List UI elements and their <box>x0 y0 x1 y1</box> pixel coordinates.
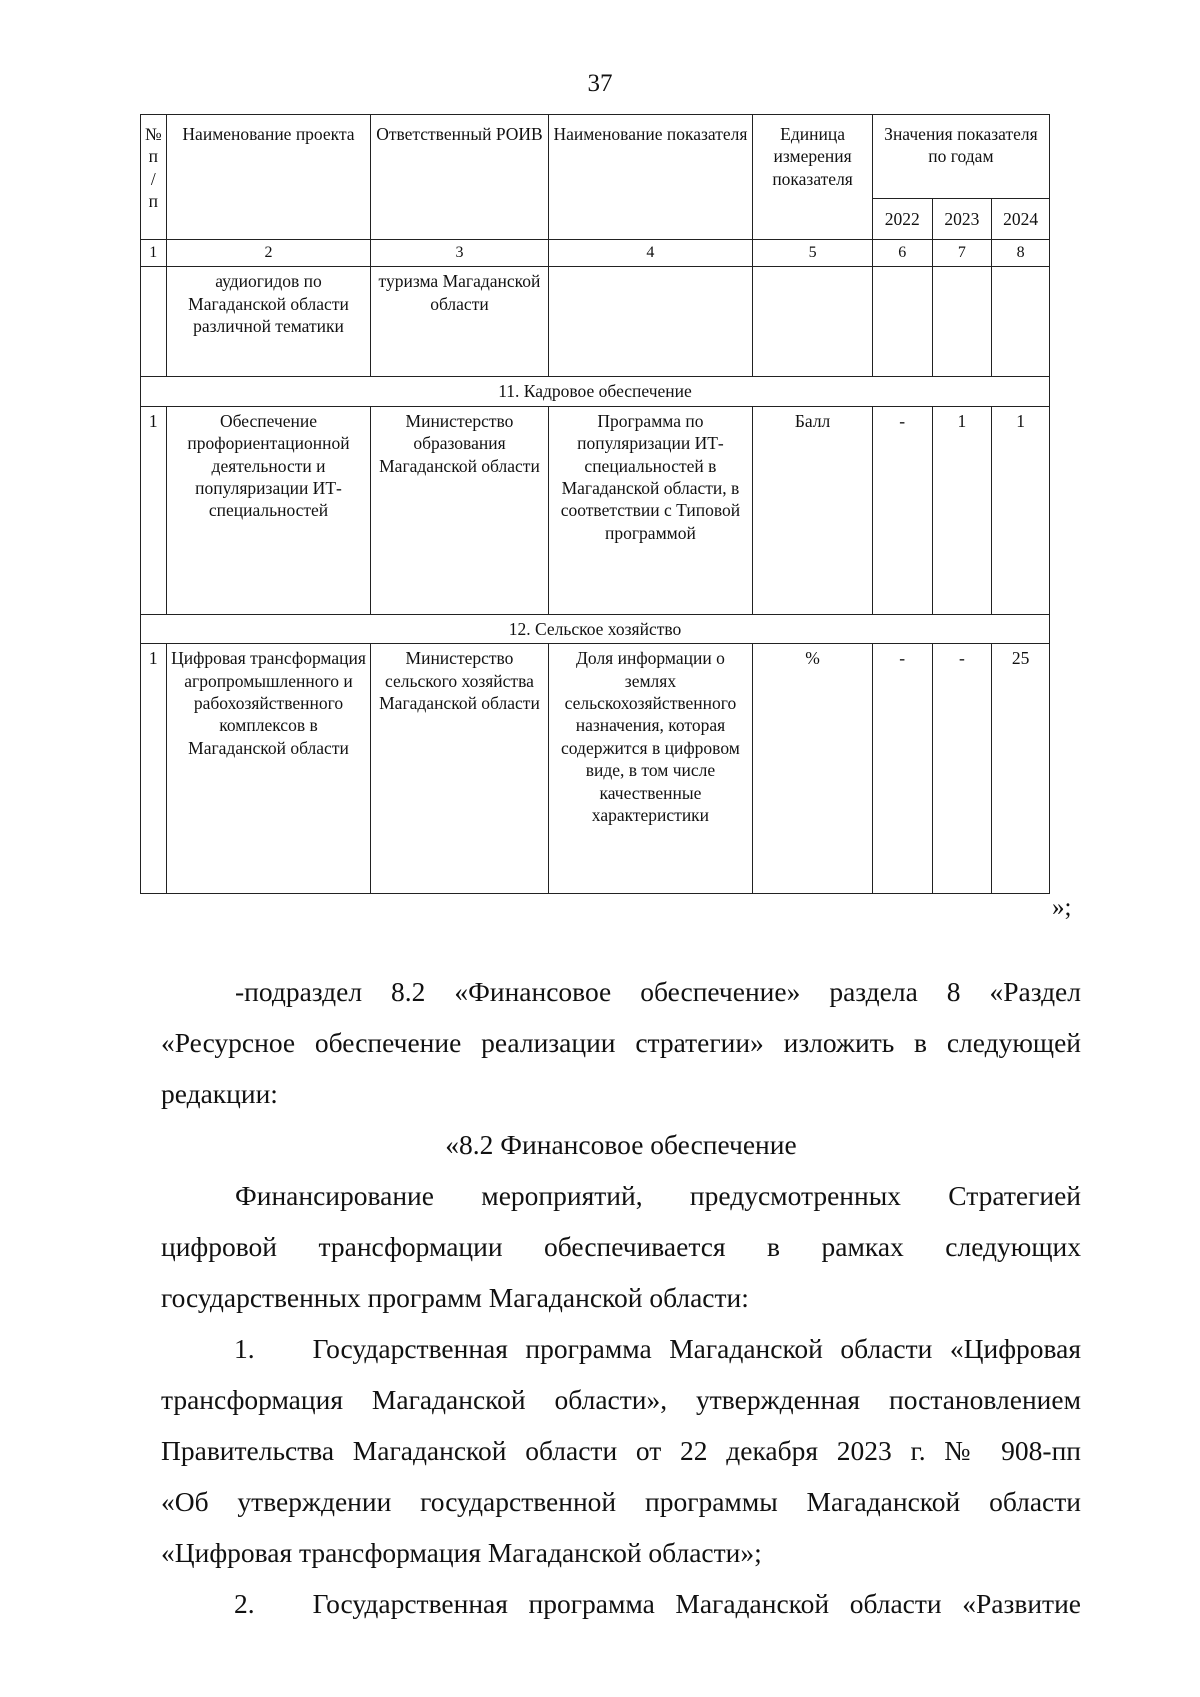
paragraph-line: государственных программ Магаданской области: <box>161 1282 749 1313</box>
header-project: Наименование проекта <box>166 115 371 240</box>
header-row <box>141 115 1050 199</box>
cell-roiv: Министерство образования Магаданской области <box>371 406 548 614</box>
cell-num <box>141 267 167 377</box>
year-2022: 2022 <box>872 199 932 240</box>
list-item-number: 1. <box>234 1333 255 1364</box>
cell-indicator: Доля информации о землях сельскохозяйственного назначения, которая содержится в цифровом виде, в том числе качественные характеристики <box>548 644 753 894</box>
year-2023: 2023 <box>932 199 992 240</box>
cell-2023: 1 <box>932 406 992 614</box>
page-number: 37 <box>587 70 613 97</box>
col-number: 5 <box>753 240 872 267</box>
cell-unit: Балл <box>753 406 872 614</box>
list-item-text: Государственная программа Магаданской области «Развитие <box>312 1588 1081 1619</box>
section-heading: «8.2 Финансовое обеспечение <box>445 1129 797 1160</box>
col-number: 4 <box>548 240 753 267</box>
list-item-line: «Цифровая трансформация Магаданской области»; <box>161 1537 762 1568</box>
header-indicator: Наименование показателя <box>548 115 753 240</box>
cell-indicator: Программа по популяризации ИТ-специальностей в Магаданской области, в соответствии с Типовой программой <box>548 406 753 614</box>
col-number: 7 <box>932 240 992 267</box>
paragraph-line: -подраздел 8.2 «Финансовое обеспечение» раздела 8 «Раздел <box>235 976 1081 1007</box>
cell-num: 1 <box>141 406 167 614</box>
section-title-row <box>141 614 1050 643</box>
table-row <box>141 406 1050 614</box>
header-unit: Единица измерения показателя <box>753 115 872 240</box>
closing-quote-mark: »; <box>1052 894 1072 921</box>
list-item-text: Государственная программа Магаданской области «Цифровая <box>312 1333 1081 1364</box>
col-number: 6 <box>872 240 932 267</box>
header-num-line: п <box>148 146 158 167</box>
list-item-line: Правительства Магаданской области от 22 декабря 2023 г. № 908-пп <box>161 1435 1081 1466</box>
table-row <box>141 644 1050 894</box>
paragraph-line: редакции: <box>161 1078 278 1109</box>
header-num <box>141 115 167 240</box>
paragraph-line: Финансирование мероприятий, предусмотренных Стратегией <box>235 1180 1081 1211</box>
year-2024: 2024 <box>992 199 1050 240</box>
cell-2024 <box>992 267 1050 377</box>
continuation-row <box>141 267 1050 377</box>
cell-unit <box>753 267 872 377</box>
section-title-row <box>141 377 1050 406</box>
col-number: 8 <box>992 240 1050 267</box>
cell-unit: % <box>753 644 872 894</box>
list-item-line: трансформация Магаданской области», утвержденная постановлением <box>161 1384 1081 1415</box>
section-title: 11. Кадровое обеспечение <box>141 377 1050 406</box>
cell-indicator <box>548 267 753 377</box>
cell-2024: 1 <box>992 406 1050 614</box>
col-number: 2 <box>166 240 371 267</box>
section-title: 12. Сельское хозяйство <box>141 614 1050 643</box>
column-numbers-row <box>141 240 1050 267</box>
header-num-line: / <box>150 168 156 189</box>
cell-project: Обеспечение профориентационной деятельности и популяризации ИТ-специальностей <box>166 406 371 614</box>
cell-2024: 25 <box>992 644 1050 894</box>
col-number: 3 <box>371 240 548 267</box>
paragraph-line: цифровой трансформации обеспечивается в рамках следующих <box>161 1231 1081 1262</box>
cell-num: 1 <box>141 644 167 894</box>
list-item-line <box>161 1323 1081 1374</box>
cell-2023: - <box>932 644 992 894</box>
cell-2023 <box>932 267 992 377</box>
header-num-line: п <box>148 191 158 212</box>
header-values: Значения показателя по годам <box>872 115 1049 199</box>
list-item-line: «Об утверждении государственной программы Магаданской области <box>161 1486 1081 1517</box>
cell-project: Цифровая трансформация агропромышленного и рабохозяйственного комплексов в Магаданской области <box>166 644 371 894</box>
cell-roiv: Министерство сельского хозяйства Магаданской области <box>371 644 548 894</box>
col-number: 1 <box>141 240 167 267</box>
body-text <box>161 966 1081 1629</box>
cell-project: аудиогидов по Магаданской области различной тематики <box>166 267 371 377</box>
indicators-table <box>140 114 1050 894</box>
cell-2022: - <box>872 406 932 614</box>
paragraph-line: «Ресурсное обеспечение реализации стратегии» изложить в следующей <box>161 1027 1081 1058</box>
cell-2022 <box>872 267 932 377</box>
cell-2022: - <box>872 644 932 894</box>
indicators-grid <box>140 114 1050 894</box>
list-item-line <box>161 1578 1081 1629</box>
list-item-number: 2. <box>234 1588 255 1619</box>
header-num-line: № <box>144 124 162 144</box>
header-roiv: Ответственный РОИВ <box>371 115 548 240</box>
cell-roiv: туризма Магаданской области <box>371 267 548 377</box>
